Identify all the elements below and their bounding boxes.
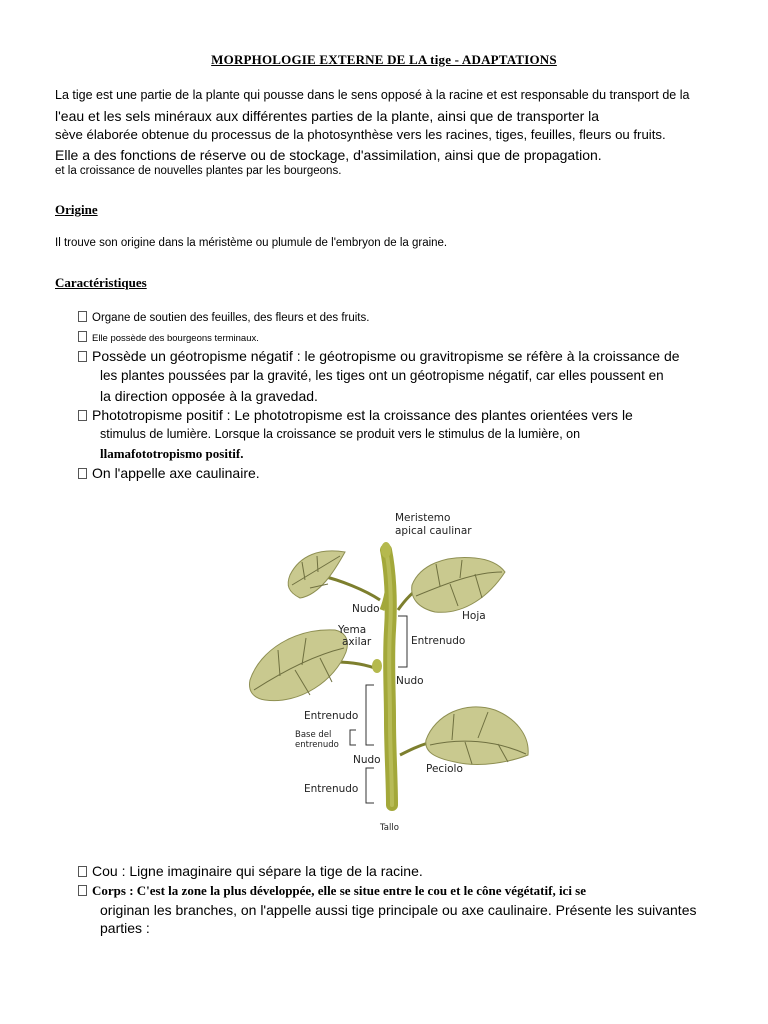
label-nudo-mid: Nudo	[396, 675, 424, 687]
list-item	[78, 348, 680, 364]
leaf-top-left	[288, 551, 345, 598]
list-item-continuation: originan les branches, on l'appelle aussi tige principale ou axe caulinaire. Présente les suivantes	[100, 902, 697, 918]
label-nudo-top: Nudo	[352, 603, 380, 615]
label-base-entrenudo: entrenudo	[295, 740, 339, 750]
list-item-text: Elle possède des bourgeons terminaux.	[92, 333, 259, 344]
axillary-bud	[372, 659, 382, 673]
intro-line-2: l'eau et les sels minéraux aux différentes parties de la plante, ainsi que de transporter la	[55, 108, 600, 124]
label-apical: apical caulinar	[395, 525, 472, 537]
label-entrenudo-right: Entrenudo	[411, 635, 466, 647]
label-yema: Yema	[338, 624, 367, 636]
leaf-low-right	[426, 707, 528, 765]
label-hoja: Hoja	[462, 610, 486, 622]
label-tallo: Tallo	[380, 823, 399, 833]
checkbox-glyph-icon	[78, 410, 87, 421]
label-entrenudo-left: Entrenudo	[304, 710, 359, 722]
origin-heading: Origine	[55, 202, 98, 217]
list-item	[78, 311, 369, 324]
page-title: MORPHOLOGIE EXTERNE DE LA tige - ADAPTATIONS	[211, 52, 557, 67]
petiole-top-left	[322, 576, 380, 600]
bracket-entrenudo-left	[366, 685, 374, 745]
list-item-continuation: parties :	[100, 920, 150, 936]
list-item-continuation: stimulus de lumière. Lorsque la croissance se produit vers le stimulus de la lumière, on	[100, 427, 581, 441]
label-axilar: axilar	[342, 636, 372, 648]
list-item-continuation: les plantes poussées par la gravité, les tiges ont un géotropisme négatif, car elles poussent en	[100, 368, 664, 383]
characteristics-heading: Caractéristiques	[55, 275, 147, 290]
stem-diagram	[240, 500, 540, 840]
bracket-base	[350, 730, 356, 745]
checkbox-glyph-icon	[78, 311, 87, 322]
list-item-text: Possède un géotropisme négatif : le géotropisme ou gravitropisme se réfère à la croissance de	[92, 348, 680, 364]
checkbox-glyph-icon	[78, 866, 87, 877]
origin-text: Il trouve son origine dans la méristème ou plumule de l'embryon de la graine.	[55, 237, 448, 249]
apical-bud	[381, 542, 391, 558]
leaf-mid-left	[250, 630, 348, 701]
intro-line-5: et la croissance de nouvelles plantes par les bourgeons.	[55, 165, 342, 177]
list-item-text: Corps : C'est la zone la plus développée, elle se situe entre le cou et le cône végétatif, ici se	[92, 883, 587, 898]
list-item-text: Phototropisme positif : Le phototropisme est la croissance des plantes orientées vers le	[92, 407, 633, 423]
list-item	[78, 863, 423, 879]
checkbox-glyph-icon	[78, 468, 87, 479]
list-item	[78, 465, 260, 481]
label-meristemo: Meristemo	[395, 512, 451, 524]
checkbox-glyph-icon	[78, 885, 87, 896]
list-item-continuation: llamafototropismo positif.	[100, 446, 244, 461]
list-item-text: On l'appelle axe caulinaire.	[92, 465, 260, 481]
intro-line-1: La tige est une partie de la plante qui pousse dans le sens opposé à la racine et est responsable du transport de la	[55, 88, 690, 102]
label-peciolo: Peciolo	[426, 763, 463, 775]
list-item	[78, 883, 586, 899]
label-base-del: Base del	[295, 730, 332, 740]
list-item-text: Cou : Ligne imaginaire qui sépare la tige de la racine.	[92, 863, 423, 879]
list-item	[78, 331, 259, 344]
label-entrenudo-bottom: Entrenudo	[304, 783, 359, 795]
bracket-entrenudo-right	[398, 616, 407, 667]
leaf-top-right	[412, 557, 505, 612]
intro-line-4: Elle a des fonctions de réserve ou de stockage, d'assimilation, ainsi que de propagation.	[55, 147, 602, 163]
intro-line-3: sève élaborée obtenue du processus de la photosynthèse vers les racines, tiges, feuilles, fleurs ou fruits.	[55, 127, 666, 142]
label-nudo-low: Nudo	[353, 754, 381, 766]
checkbox-glyph-icon	[78, 331, 87, 342]
list-item-continuation: la direction opposée à la gravedad.	[100, 388, 318, 404]
list-item	[78, 407, 633, 423]
bracket-entrenudo-bottom	[366, 768, 374, 803]
checkbox-glyph-icon	[78, 351, 87, 362]
petiole-right-low	[400, 743, 428, 755]
list-item-text: Organe de soutien des feuilles, des fleurs et des fruits.	[92, 312, 370, 324]
